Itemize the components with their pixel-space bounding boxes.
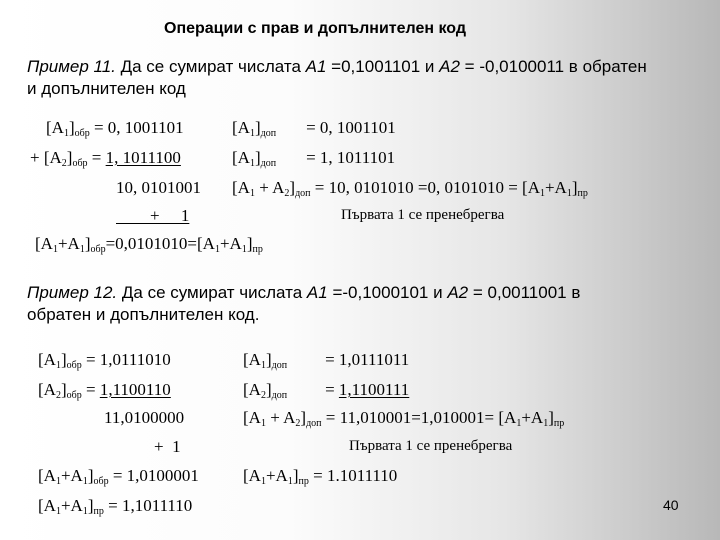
example-12-a2: А2 xyxy=(447,283,469,302)
ex12-row6: $[A_1+A_1]_{пр} = 1,1011110$ xyxy=(38,496,193,517)
ex11-row2-left: + $[A_2]_{обр} = 1$, 1011100 xyxy=(30,148,181,169)
example-12-a1: А1 xyxy=(306,283,328,302)
ex11-row1-right: $[A_1]_{доп} = 0$, 1001101 xyxy=(232,118,396,139)
example-12-text: Да се сумират числата xyxy=(117,283,307,302)
ex11-row2-right: $[A_1]_{доп} = 1$, 1011101 xyxy=(232,148,396,169)
example-12-label: Пример 12. xyxy=(27,283,118,302)
ex12-row4-right: Първата 1 се пренебрегва xyxy=(349,438,513,454)
example-11-statement xyxy=(27,56,647,78)
example-11-label: Пример 11. xyxy=(27,57,116,76)
example-11-a2-value: = -0,0100011 в обратен xyxy=(459,57,647,76)
ex11-row3-right: $[A_1 + A_2]_{доп} = 10$, 0101010 =0, $0101010 = [A_1+A_1]_{пр}$ xyxy=(232,178,588,199)
ex11-row1-left: $[A_1]_{обр} = 0$, 1001101 xyxy=(46,118,184,139)
example-11-a2: А2 xyxy=(439,57,460,76)
ex12-row1-right: $[A_1]_{доп} = 1,0111011$ xyxy=(243,350,410,371)
ex12-row4-left: + 1 xyxy=(154,437,181,456)
example-11-text: Да се сумират числата xyxy=(115,57,306,76)
ex12-row1-left: $[A_1]_{обр} = 1,0111010$ xyxy=(38,350,171,371)
ex11-row3-left: 10, 0101001 xyxy=(116,178,201,197)
ex12-row3-left: 11,0100000 xyxy=(104,408,185,427)
page-title: Операции с прав и допълнителен код xyxy=(164,20,467,37)
ex12-row2-left: $[A_2]_{обр} = 1,1100110$ xyxy=(38,380,171,401)
example-12-a1-value: =-0,1000101 и xyxy=(327,283,448,302)
example-11-statement-line2: и допълнителен код xyxy=(27,79,186,98)
example-11-a1-value: =0,1001101 и xyxy=(326,57,440,76)
page-number: 40 xyxy=(663,497,679,513)
ex11-row4-right: Първата 1 се пренебрегва xyxy=(341,207,505,223)
example-12-a2-value: = 0,0011001 в xyxy=(468,283,581,302)
ex12-row2-right: $[A_2]_{доп} = 1,1100111$ xyxy=(243,380,410,401)
ex12-row5-right: $[A_1+A_1]_{пр} = 1.1011110$ xyxy=(243,466,398,487)
example-12-statement-line2: обратен и допълнителен код. xyxy=(27,305,260,324)
example-12-statement xyxy=(27,282,580,304)
ex11-row4-left: + 1 xyxy=(116,206,190,225)
ex12-row5-left: $[A_1+A_1]_{обр} = 1,0100001$ xyxy=(38,466,199,487)
ex12-row3-right: $[A_1 + A_2]_{доп} = 11,010001=1,010001= [A_1+A_1]_{пр}$ xyxy=(243,408,565,429)
example-11-a1: А1 xyxy=(305,57,327,76)
ex11-row5: $[A_1+A_1]_{обр}=0,0101010=[A_1+A_1]_{пр}$ xyxy=(35,234,263,255)
